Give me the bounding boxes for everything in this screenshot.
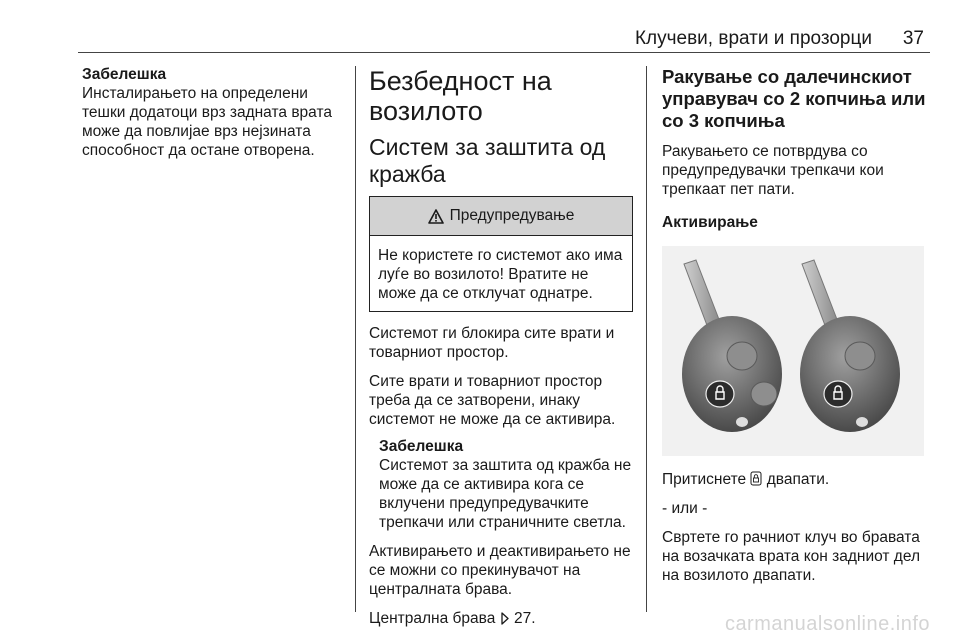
instruction-prefix: Притиснете [662,471,747,488]
paragraph: Системот ги блокира сите врати и товарниот простор. [369,325,615,361]
paragraph: Свртете го рачниот клуч во бравата на возачката врата кон задниот дел на возилото двапати. [662,529,921,584]
column-3 [662,66,932,585]
note-text: Инсталирањето на определени тешки додатоци врз задната врата може да повлијае врз нејзината способност да остане отворена. [82,85,332,159]
subheading: Активирање [662,214,758,231]
paragraph: Ракувањето се потврдува со предупредувачки трепкачи кои трепкаат пет пати. [662,143,884,198]
key-right [800,260,900,432]
note-block [369,437,633,532]
warning-triangle-icon [428,209,444,224]
section-subheading: Систем за заштита од кражба [369,134,606,187]
note-title: Забелешка [379,438,464,455]
warning-header [370,197,632,236]
section-heading: Ракување со далечинскиот управувач со 2 копчиња или со 3 копчиња [662,66,926,131]
xref-page: 27. [513,610,536,627]
section-heading: Безбедност на возилото [369,66,552,126]
watermark: carmanualsonline.info [724,613,930,635]
column-2 [369,66,633,628]
remote-keys-drawing [662,246,924,456]
warning-text: Не користете го системот ако има луѓе во возилото! Вратите не може да се отклучат однатре. [378,247,623,302]
page-number: 37 [902,28,924,49]
key-left [682,260,782,432]
remote-keys-illustration [662,246,924,456]
column-divider-2 [646,66,647,612]
header-title: Клучеви, врати и прозорци [634,28,872,49]
arrow-ref-icon [500,612,510,625]
column-1 [82,65,344,160]
lock-button-icon [750,471,762,486]
page-header [78,28,930,54]
header-rule [78,52,930,53]
paragraph: Сите врати и товарниот простор треба да се затворени, инаку системот не може да се активира. [369,373,616,428]
warning-box [369,196,633,312]
note-text: Системот за заштита од кражба не може да се активира кога се вклучени предупредувачките трепкачи или страничните светла. [379,457,632,531]
instruction [662,470,932,489]
warning-label: Предупредување [449,207,575,224]
or-separator: - или - [662,500,708,517]
paragraph: Активирањето и деактивирањето не се можни со прекинувачот на централната брава. [369,543,631,598]
cross-reference [369,609,633,628]
column-divider-1 [355,66,356,612]
note-title: Забелешка [82,66,167,83]
xref-label: Централна брава [369,610,496,627]
instruction-suffix: двапати. [766,471,830,488]
